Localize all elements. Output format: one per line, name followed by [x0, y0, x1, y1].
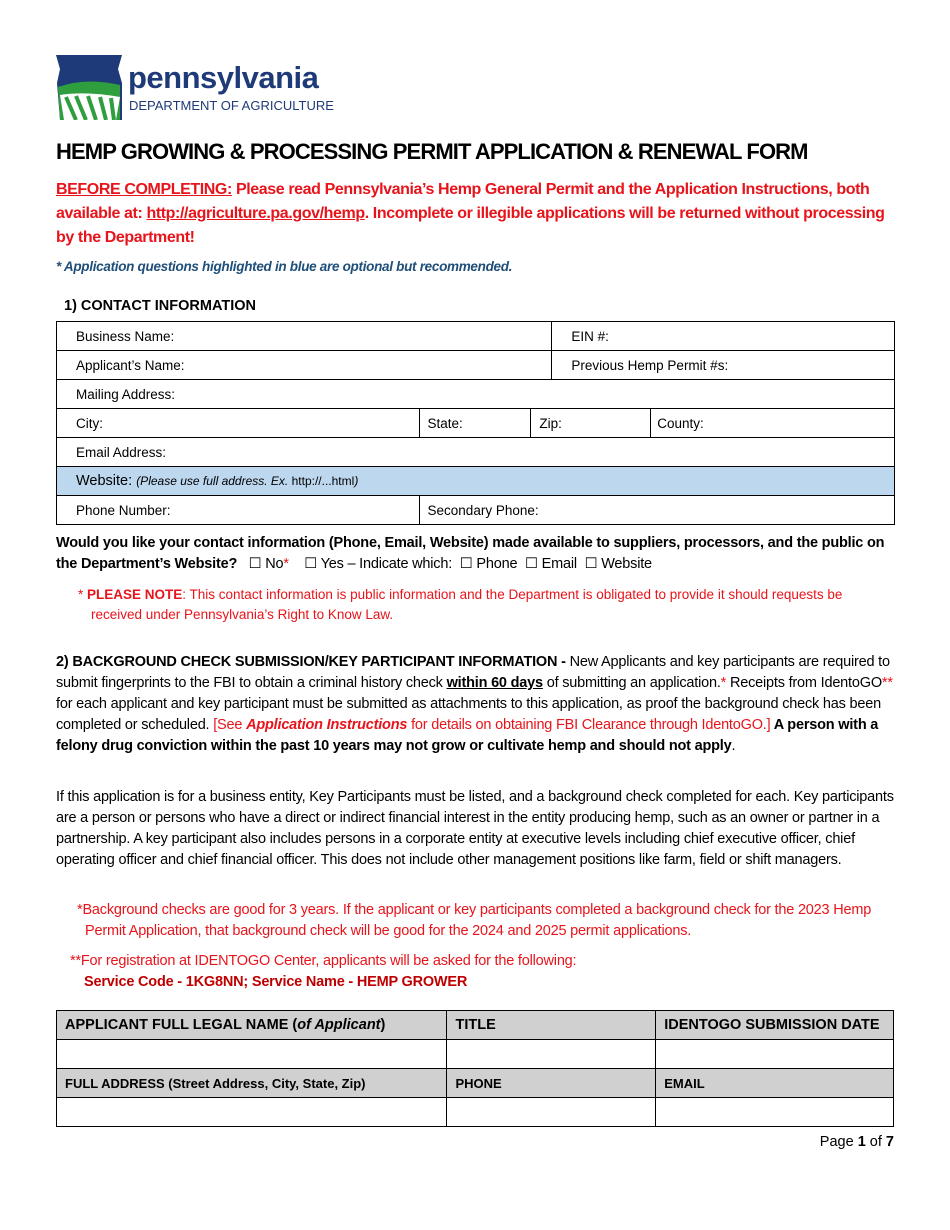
warning-text2: . Incomplete or illegible applications will be returned without processing by the Department!	[56, 205, 885, 246]
website-close: )	[354, 474, 359, 488]
page-number: Page 1 of 7	[819, 1134, 894, 1150]
website-label: Website:	[76, 473, 137, 489]
section1-heading: 1) CONTACT INFORMATION	[64, 298, 256, 314]
col-title-header: TITLE	[447, 1011, 656, 1040]
col-name-header: APPLICANT FULL LEGAL NAME (of Applicant)	[57, 1011, 447, 1040]
email-field[interactable]: Email Address:	[57, 438, 895, 467]
service-code: Service Code - 1KG8NN; Service Name - HEMP GROWER	[84, 974, 468, 990]
prev-permit-field[interactable]: Previous Hemp Permit #s:	[552, 351, 895, 380]
website-hint: (Please use full address. Ex.	[136, 474, 292, 488]
checkbox-email[interactable]: ☐ Email	[524, 556, 577, 572]
optional-note: * Application questions highlighted in blue are optional but recommended.	[56, 259, 513, 274]
hemp-link[interactable]: http://agriculture.pa.gov/hemp	[146, 205, 365, 222]
col-email-header: EMAIL	[656, 1069, 894, 1098]
address-input[interactable]	[57, 1098, 447, 1127]
please-note: * PLEASE NOTE: This contact information is public information and the Department is obligated to provide it should requests be received under Pennsylvania’s Right to Know Law.	[78, 587, 843, 622]
col-date-header: IDENTOGO SUBMISSION DATE	[656, 1011, 894, 1040]
col-phone-header: PHONE	[447, 1069, 656, 1098]
zip-field[interactable]: Zip:	[531, 409, 651, 438]
applicant-name-field[interactable]: Applicant’s Name:	[57, 351, 552, 380]
warning-text	[56, 178, 896, 250]
checkbox-website[interactable]: ☐ Website	[584, 556, 652, 572]
email-input[interactable]	[656, 1098, 894, 1127]
section2-paragraph: 2) BACKGROUND CHECK SUBMISSION/KEY PARTICIPANT INFORMATION - New Applicants and key participants are required to submit fingerprints to the FBI to obtain a criminal history check within 60 days of submitting an application.* Receipts from IdentoGO** for each applicant and key participant must be submitted as attachments to this application, as proof the background check has been completed or scheduled. [See Application Instructions for details on obtaining FBI Clearance through IdentoGO.] A person with a felony drug conviction within the past 10 years may not grow or cultivate hemp and should not apply.	[56, 654, 893, 754]
website-field[interactable]	[57, 467, 895, 496]
logo-name: pennsylvania	[128, 60, 319, 95]
ein-field[interactable]: EIN #:	[552, 322, 895, 351]
county-field[interactable]: County:	[651, 409, 895, 438]
city-field[interactable]: City:	[57, 409, 420, 438]
contact-share-question	[56, 533, 896, 575]
date-input[interactable]	[656, 1040, 894, 1069]
checkbox-yes[interactable]: ☐ Yes – Indicate which:	[304, 556, 453, 572]
question-text: Would you like your contact information (Phone, Email, Website) made available to suppliers, processors, and the public on the Department’s Website?	[56, 535, 885, 572]
secondary-phone-field[interactable]: Secondary Phone:	[419, 496, 894, 525]
section2-heading: 2) BACKGROUND CHECK SUBMISSION/KEY PARTICIPANT INFORMATION -	[56, 654, 570, 670]
website-example: http://...html	[291, 474, 355, 488]
page-title: HEMP GROWING & PROCESSING PERMIT APPLICATION & RENEWAL FORM	[56, 139, 808, 164]
title-input[interactable]	[447, 1040, 656, 1069]
state-field[interactable]: State:	[419, 409, 531, 438]
name-input[interactable]	[57, 1040, 447, 1069]
background-note: *Background checks are good for 3 years. If the applicant or key participants completed a background check for the 2023 Hemp Permit Application, that background check will be good for the 2024 and 2025 permit applications.	[77, 902, 872, 939]
identogo-note: **For registration at IDENTOGO Center, applicants will be asked for the following:	[70, 953, 577, 969]
mailing-address-field[interactable]: Mailing Address:	[57, 380, 895, 409]
key-participant-paragraph: If this application is for a business entity, Key Participants must be listed, and a background check completed for each. Key participants are a person or persons who have a direct or indirect financial interest in the entity producing hemp, such as an owner or partner in a partnership. A key participant also includes persons in a corporate entity at executive levels including chief executive officer, chief operating officer and chief financial officer. This does not include other management positions like farm, field or shift managers.	[56, 789, 894, 868]
warning-lead: BEFORE COMPLETING:	[56, 181, 232, 198]
col-address-header: FULL ADDRESS (Street Address, City, State, Zip)	[57, 1069, 447, 1098]
checkbox-phone[interactable]: ☐ Phone	[459, 556, 518, 572]
logo-dept: DEPARTMENT OF AGRICULTURE	[129, 98, 334, 113]
keystone-logo-icon	[56, 55, 122, 120]
checkbox-no[interactable]: ☐ No*	[248, 556, 289, 572]
contact-table	[56, 321, 895, 525]
warning-text1: Please read Pennsylvania’s Hemp General Permit and the Application Instructions, both available at:	[56, 181, 870, 222]
business-name-field[interactable]: Business Name:	[57, 322, 552, 351]
phone-input[interactable]	[447, 1098, 656, 1127]
key-participant-table	[56, 1010, 894, 1127]
phone-field[interactable]: Phone Number:	[57, 496, 420, 525]
